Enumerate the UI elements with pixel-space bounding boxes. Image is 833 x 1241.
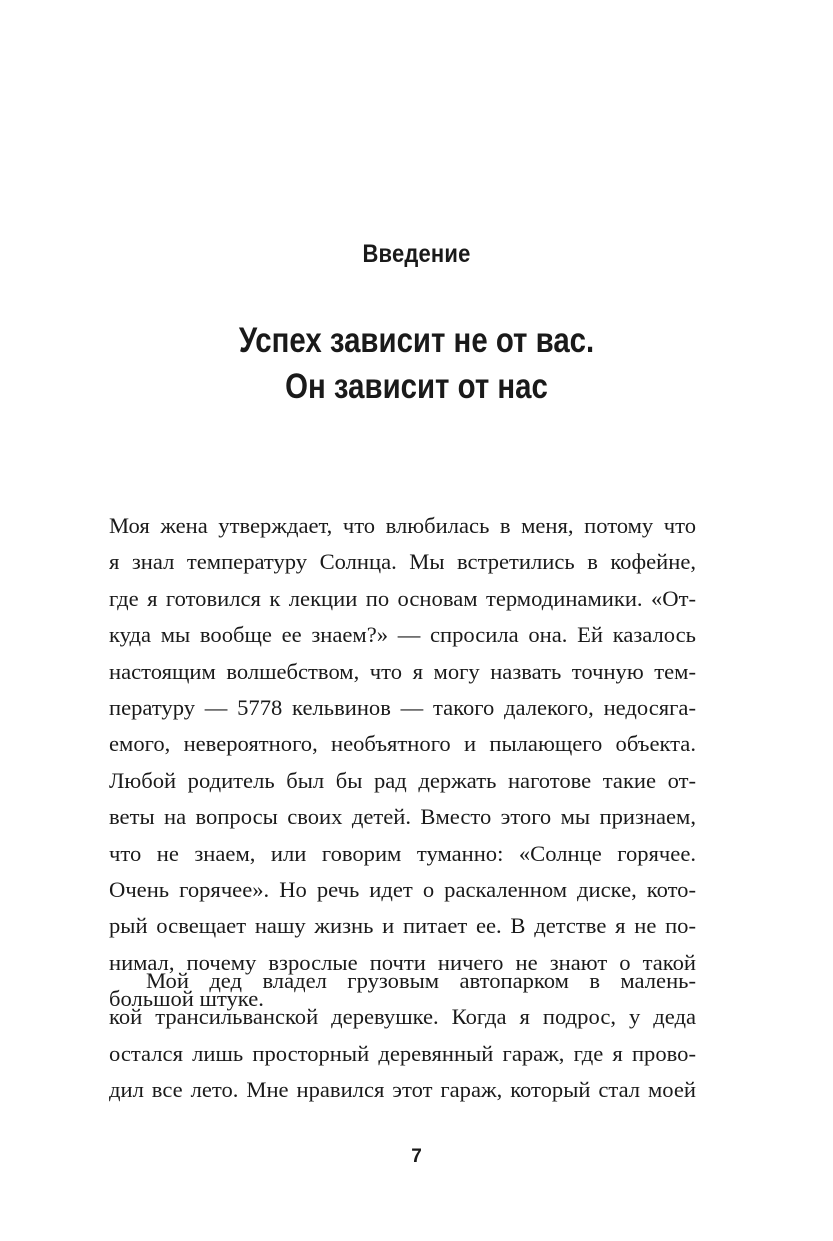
text-line: я знал температуру Солнца. Мы встретились в кофейне,: [109, 549, 696, 575]
text-line: Очень горячее». Но речь идет о раскаленном диске, кото-: [109, 877, 696, 903]
paragraph-1: [109, 508, 696, 1018]
text-line: остался лишь просторный деревянный гараж, где я прово-: [109, 1040, 696, 1066]
text-line: кой трансильванской деревушке. Когда я подрос, у деда: [109, 1004, 696, 1030]
text-line: Мой дед владел грузовым автопарком в малень-: [146, 968, 696, 993]
text-line: куда мы вообще ее знаем?» — спросила она. Ей казалось: [109, 622, 696, 648]
page-number: 7: [411, 1146, 422, 1167]
chapter-title: [67, 318, 767, 410]
paragraph-2: [109, 963, 696, 1109]
text-line: веты на вопросы своих детей. Вместо этого мы признаем,: [109, 804, 696, 830]
text-line: где я готовился к лекции по основам термодинамики. «От-: [109, 585, 696, 611]
text-line: нимал, почему взрослые почти ничего не знают о такой: [109, 949, 696, 975]
text-line: Моя жена утверждает, что влюбилась в меня, потому что: [109, 513, 696, 538]
text-line: настоящим волшебством, что я могу назвать точную тем-: [109, 658, 696, 684]
chapter-label: Введение: [362, 240, 471, 268]
text-line: дил все лето. Мне нравился этот гараж, который стал моей: [109, 1077, 696, 1103]
text-line: емого, невероятного, необъятного и пылающего объекта.: [109, 731, 696, 757]
text-line: пературу — 5778 кельвинов — такого далекого, недосяга-: [109, 695, 696, 721]
chapter-title-line-1: Успех зависит не от вас.: [238, 321, 595, 360]
chapter-title-line-2: Он зависит от нас: [285, 367, 548, 406]
text-line: рый освещает нашу жизнь и питает ее. В детстве я не по-: [109, 913, 696, 939]
text-line: что не знаем, или говорим туманно: «Солнце горячее.: [109, 840, 696, 866]
text-line: большой штуке.: [109, 986, 264, 1012]
text-line: Любой родитель был бы рад держать наготове такие от-: [109, 767, 696, 793]
